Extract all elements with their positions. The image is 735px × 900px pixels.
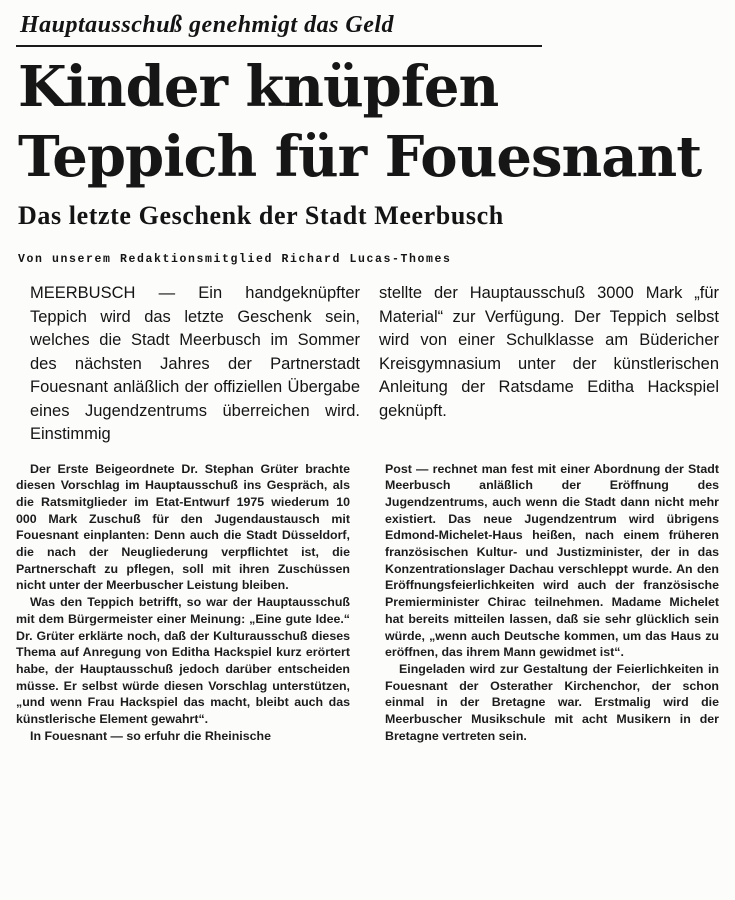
lead-column-left: MEERBUSCH — Ein handgeknüpfter Teppich wird das letzte Geschenk sein, welches die Stadt Meerbusch im Sommer des nächsten Jahres der Partnerstadt Fouesnant anläßlich der offiziellen Übergabe eines Jugendzentrums überreichen wird. Einstimmig xyxy=(30,284,360,443)
byline: Von unserem Redaktionsmitglied Richard Lucas-Thomes xyxy=(18,253,452,266)
kicker-line: Hauptausschuß genehmigt das Geld xyxy=(16,8,542,47)
body-column-right xyxy=(385,461,719,745)
body-paragraph: Eingeladen wird zur Gestaltung der Feierlichkeiten in Fouesnant der Osterather Kirchenchor, der schon einmal in der Bretagne war. Erstmalig wird die Meerbuscher Musikschule mit acht Musikern in der Bretagne vertreten sein. xyxy=(385,661,719,743)
lead-column-right: stellte der Hauptausschuß 3000 Mark „für Material“ zur Verfügung. Der Teppich selbst wird von einer Schulklasse am Büdericher Kreisgymnasium unter der künstlerischen Anleitung der Ratsdame Editha Hackspiel geknüpft. xyxy=(379,284,719,420)
body-paragraph: In Fouesnant — so erfuhr die Rheinische xyxy=(30,728,271,743)
headline-line-1: Kinder knüpfen xyxy=(18,54,499,120)
body-paragraph: Der Erste Beigeordnete Dr. Stephan Grüter brachte diesen Vorschlag im Hauptausschuß ins Gespräch, als die Ratsmitglieder im Etat-Entwurf 1975 wiederum 10 000 Mark Zuschuß für den Jugendaustausch mit Fouesnant einplanten: Denn auch die Stadt Düsseldorf, die nach der Neugliederung verpflichtet ist, die Partnerschaft zu pflegen, soll mit ihren Zuschüssen nicht unter der Meerbuscher Leistung bleiben. xyxy=(16,461,350,593)
lead-paragraph xyxy=(16,282,719,447)
subheadline: Das letzte Geschenk der Stadt Meerbusch xyxy=(18,201,504,230)
headline-line-2: Teppich für Fouesnant xyxy=(18,124,702,190)
body-paragraph: Post — rechnet man fest mit einer Abordnung der Stadt Meerbusch anläßlich der Eröffnung des Jugendzentrums, auch wenn die Stadt dann nicht mehr existiert. Das neue Jugendzentrum wird übrigens Edmond-Michelet-Haus heißen, nach einem früheren französischen Kultur- und Justizminister, der in das Konzentrationslager Dachau verschleppt wurde. An den Eröffnungsfeierlichkeiten wird auch der französische Premierminister Chirac teilnehmen. Madame Michelet hat bereits mitteilen lassen, daß sie sehr glücklich sein würde, „wenn auch Deutsche kommen, um das Haus zu eröffnen, das ihrem Mann gewidmet ist“. xyxy=(385,461,719,660)
body-column-left xyxy=(16,461,350,745)
article-body xyxy=(16,461,719,745)
body-paragraph: Was den Teppich betrifft, so war der Hauptausschuß mit dem Bürgermeister einer Meinung: „Eine gute Idee.“ Dr. Grüter erklärte noch, daß der Kulturausschuß dieses Thema auf Anregung von Editha Hackspiel kurz erörtert habe, der Hauptausschuß jedoch darüber entscheiden müsse. Er selbst würde diesen Vorschlag unterstützen, „und wenn Frau Hackspiel das macht, bleibt auch das künstlerische Element gewahrt“. xyxy=(16,595,350,727)
